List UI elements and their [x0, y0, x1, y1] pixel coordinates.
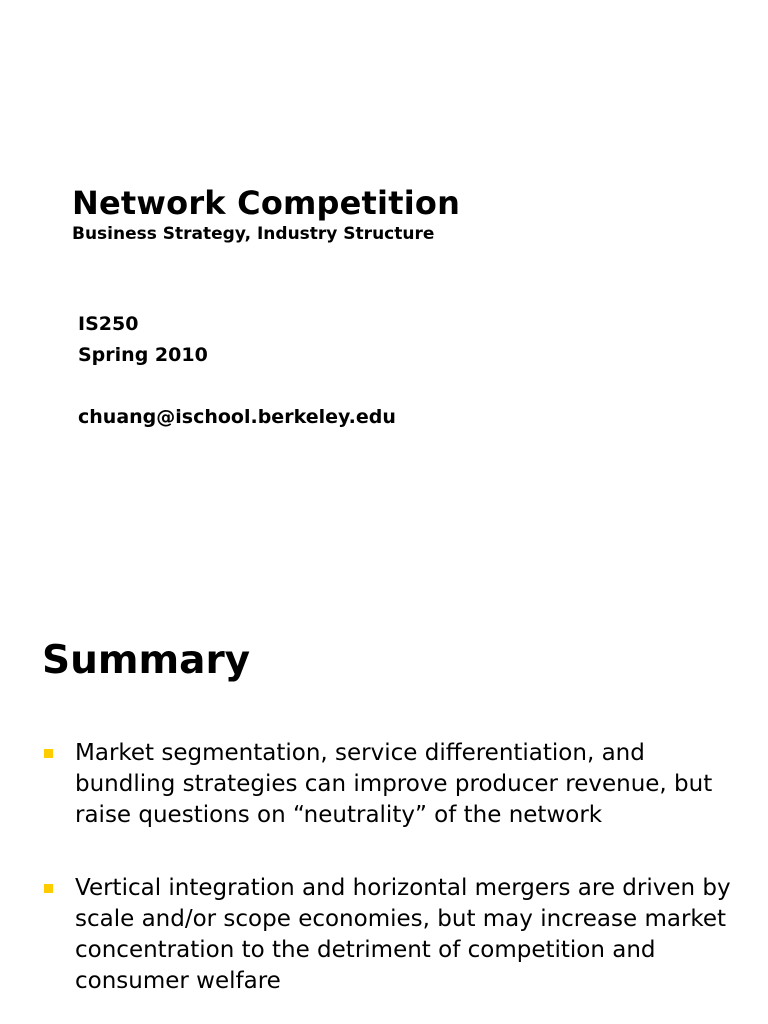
bullet-line: bundling strategies can improve producer revenue, but: [75, 771, 713, 797]
presentation-title: Network Competition: [72, 184, 461, 222]
course-code: IS250: [78, 313, 139, 335]
author-email: chuang@ischool.berkeley.edu: [78, 406, 396, 428]
summary-slide: [0, 512, 768, 1024]
course-term: Spring 2010: [78, 344, 208, 366]
presentation-subtitle: Business Strategy, Industry Structure: [72, 224, 435, 244]
bullet-item: [75, 873, 745, 997]
bullet-line: Vertical integration and horizontal mergers are driven by: [75, 875, 731, 901]
bullet-line: raise questions on “neutrality” of the network: [75, 802, 603, 828]
square-bullet-icon: [44, 884, 53, 893]
slide-title: Summary: [42, 638, 251, 683]
bullet-line: Market segmentation, service differentiation, and: [75, 740, 645, 766]
bullet-line: scale and/or scope economies, but may increase market: [75, 906, 727, 932]
square-bullet-icon: [44, 749, 53, 758]
bullet-line: consumer welfare: [75, 968, 281, 994]
bullet-line: concentration to the detriment of competition and: [75, 937, 656, 963]
bullet-item: [75, 738, 745, 831]
